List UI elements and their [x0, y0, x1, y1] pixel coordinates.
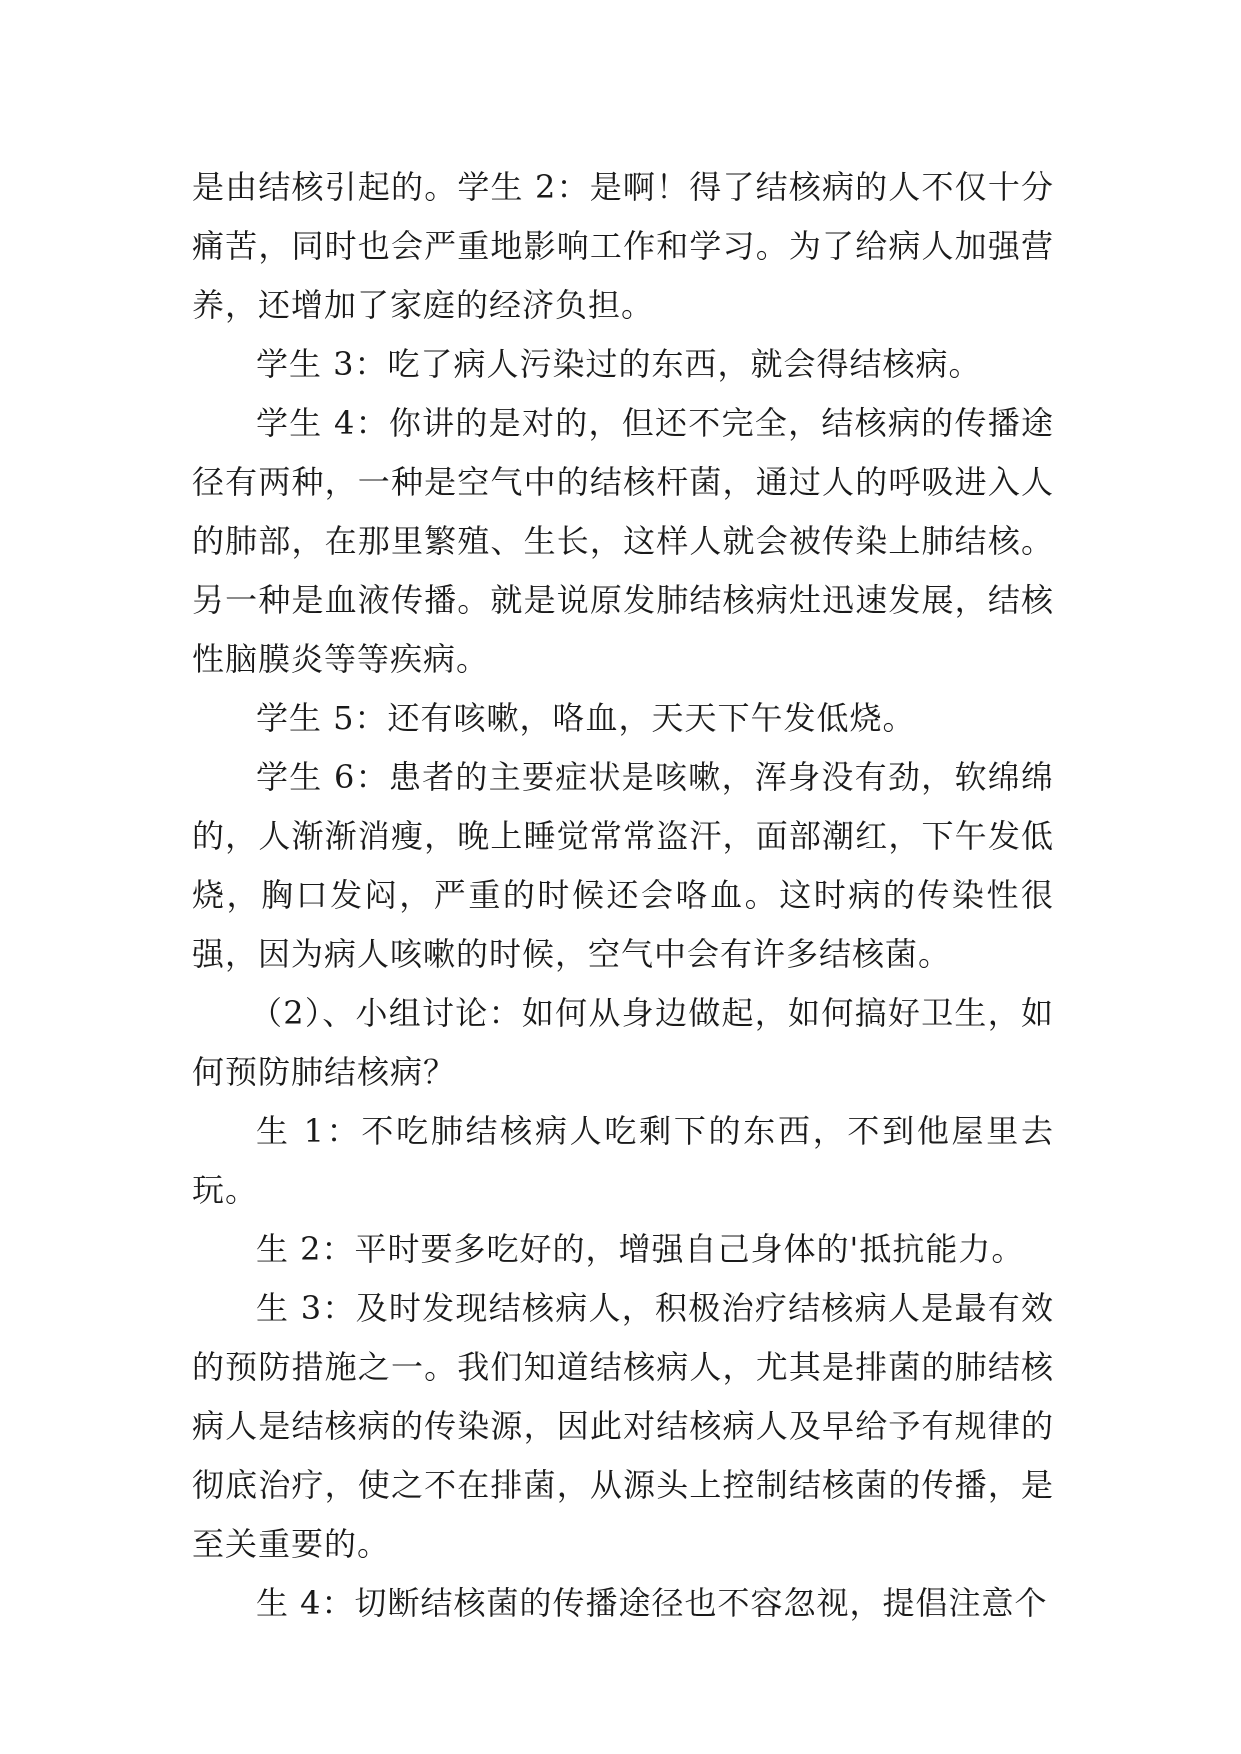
paragraph-student-6: 学生 6：患者的主要症状是咳嗽，浑身没有劲，软绵绵的，人渐渐消瘦，晚上睡觉常常盗汗，面部潮红，下午发低烧，胸口发闷，严重的时候还会咯血。这时病的传染性很强，因为病人咳嗽的时候，空气中会有许多结核菌。 — [192, 758, 1054, 973]
document-page — [192, 158, 1054, 1633]
paragraph-student-3: 学生 3：吃了病人污染过的东西，就会得结核病。 — [256, 345, 982, 383]
paragraph-speaker-2: 生 2：平时要多吃好的，增强自己身体的'抵抗能力。 — [256, 1230, 1025, 1268]
paragraph-speaker-3: 生 3：及时发现结核病人，积极治疗结核病人是最有效的预防措施之一。我们知道结核病人，尤其是排菌的肺结核病人是结核病的传染源，因此对结核病人及早给予有规律的彻底治疗，使之不在排菌，从源头上控制结核菌的传播，是至关重要的。 — [192, 1289, 1054, 1563]
paragraph-speaker-1: 生 1：不吃肺结核病人吃剩下的东西，不到他屋里去玩。 — [192, 1112, 1054, 1209]
paragraph-student-5: 学生 5：还有咳嗽，咯血，天天下午发低烧。 — [256, 699, 916, 737]
paragraph-continuation: 是由结核引起的。学生 2：是啊！得了结核病的人不仅十分痛苦，同时也会严重地影响工作和学习。为了给病人加强营养，还增加了家庭的经济负担。 — [192, 168, 1054, 324]
paragraph-speaker-4: 生 4：切断结核菌的传播途径也不容忽视，提倡注意个 — [256, 1584, 1048, 1622]
paragraph-group-discussion: （2）、小组讨论：如何从身边做起，如何搞好卫生，如何预防肺结核病？ — [192, 994, 1054, 1091]
paragraph-student-4: 学生 4：你讲的是对的，但还不完全，结核病的传播途径有两种，一种是空气中的结核杆菌，通过人的呼吸进入人的肺部，在那里繁殖、生长，这样人就会被传染上肺结核。另一种是血液传播。就是说原发肺结核病灶迅速发展，结核性脑膜炎等等疾病。 — [192, 404, 1054, 678]
